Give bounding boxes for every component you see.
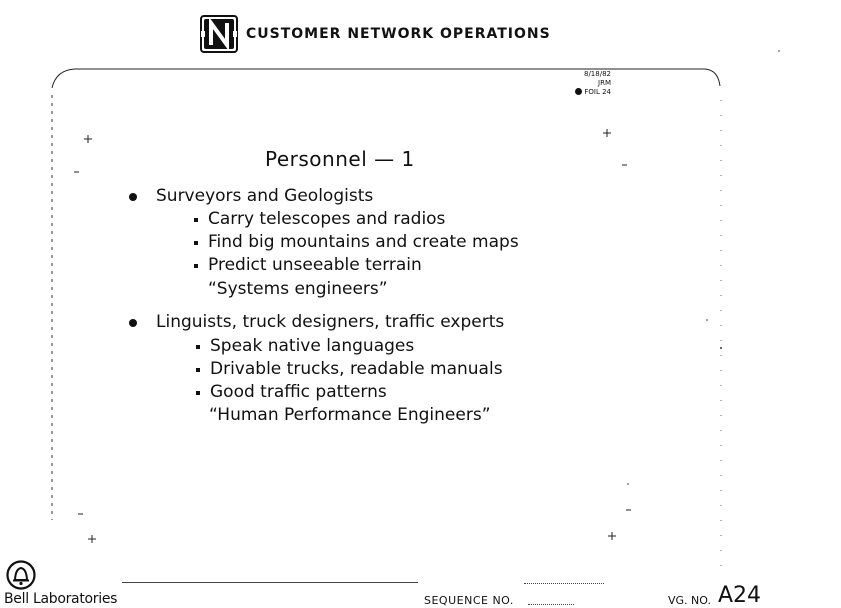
bullet-icon xyxy=(129,319,137,327)
bell-logo-icon xyxy=(6,560,36,590)
list-item: Find big mountains and create maps xyxy=(194,231,519,254)
foil-number-row xyxy=(555,88,611,97)
foil-initials: JRM xyxy=(598,79,611,87)
section-linguists xyxy=(129,311,504,334)
sequence-field xyxy=(528,604,574,605)
vg-number: A24 xyxy=(718,583,762,608)
list-item: Predict unseeable terrain xyxy=(194,254,519,277)
sub-bullet-icon xyxy=(194,264,198,268)
section-linguists-items xyxy=(196,335,503,404)
slide-title: Personnel — 1 xyxy=(265,147,415,171)
bullet-icon xyxy=(129,193,137,201)
list-item: Speak native languages xyxy=(196,335,503,358)
section-heading-row xyxy=(129,185,373,208)
footer-rule xyxy=(122,582,418,583)
header-title: CUSTOMER NETWORK OPERATIONS xyxy=(246,26,551,42)
section-quote: “Systems engineers” xyxy=(208,279,388,299)
section-heading: Linguists, truck designers, traffic experts xyxy=(156,312,505,332)
header xyxy=(200,14,551,54)
sub-bullet-icon xyxy=(194,218,198,222)
sub-bullet-icon xyxy=(196,345,200,349)
sub-bullet-icon xyxy=(194,241,198,245)
sequence-label: SEQUENCE NO. xyxy=(424,594,514,607)
company-name: Bell Laboratories xyxy=(4,591,118,607)
foil-info xyxy=(555,70,611,97)
foil-date: 8/18/82 xyxy=(584,70,611,78)
section-surveyors xyxy=(129,185,373,208)
section-heading: Surveyors and Geologists xyxy=(156,186,374,206)
network-logo-icon xyxy=(200,15,238,53)
footer-rule xyxy=(524,583,604,584)
section-heading-row xyxy=(129,311,504,334)
sub-bullet-icon xyxy=(196,391,200,395)
vg-label: VG. NO. xyxy=(668,594,711,607)
copyright-dot-icon xyxy=(575,88,582,95)
list-item: Drivable trucks, readable manuals xyxy=(196,358,503,381)
list-item: Good traffic patterns xyxy=(196,381,503,404)
sub-bullet-icon xyxy=(196,368,200,372)
section-quote: “Human Performance Engineers” xyxy=(209,405,491,425)
foil-number: FOIL 24 xyxy=(584,88,611,96)
list-item: Carry telescopes and radios xyxy=(194,208,519,231)
section-surveyors-items xyxy=(194,208,519,277)
